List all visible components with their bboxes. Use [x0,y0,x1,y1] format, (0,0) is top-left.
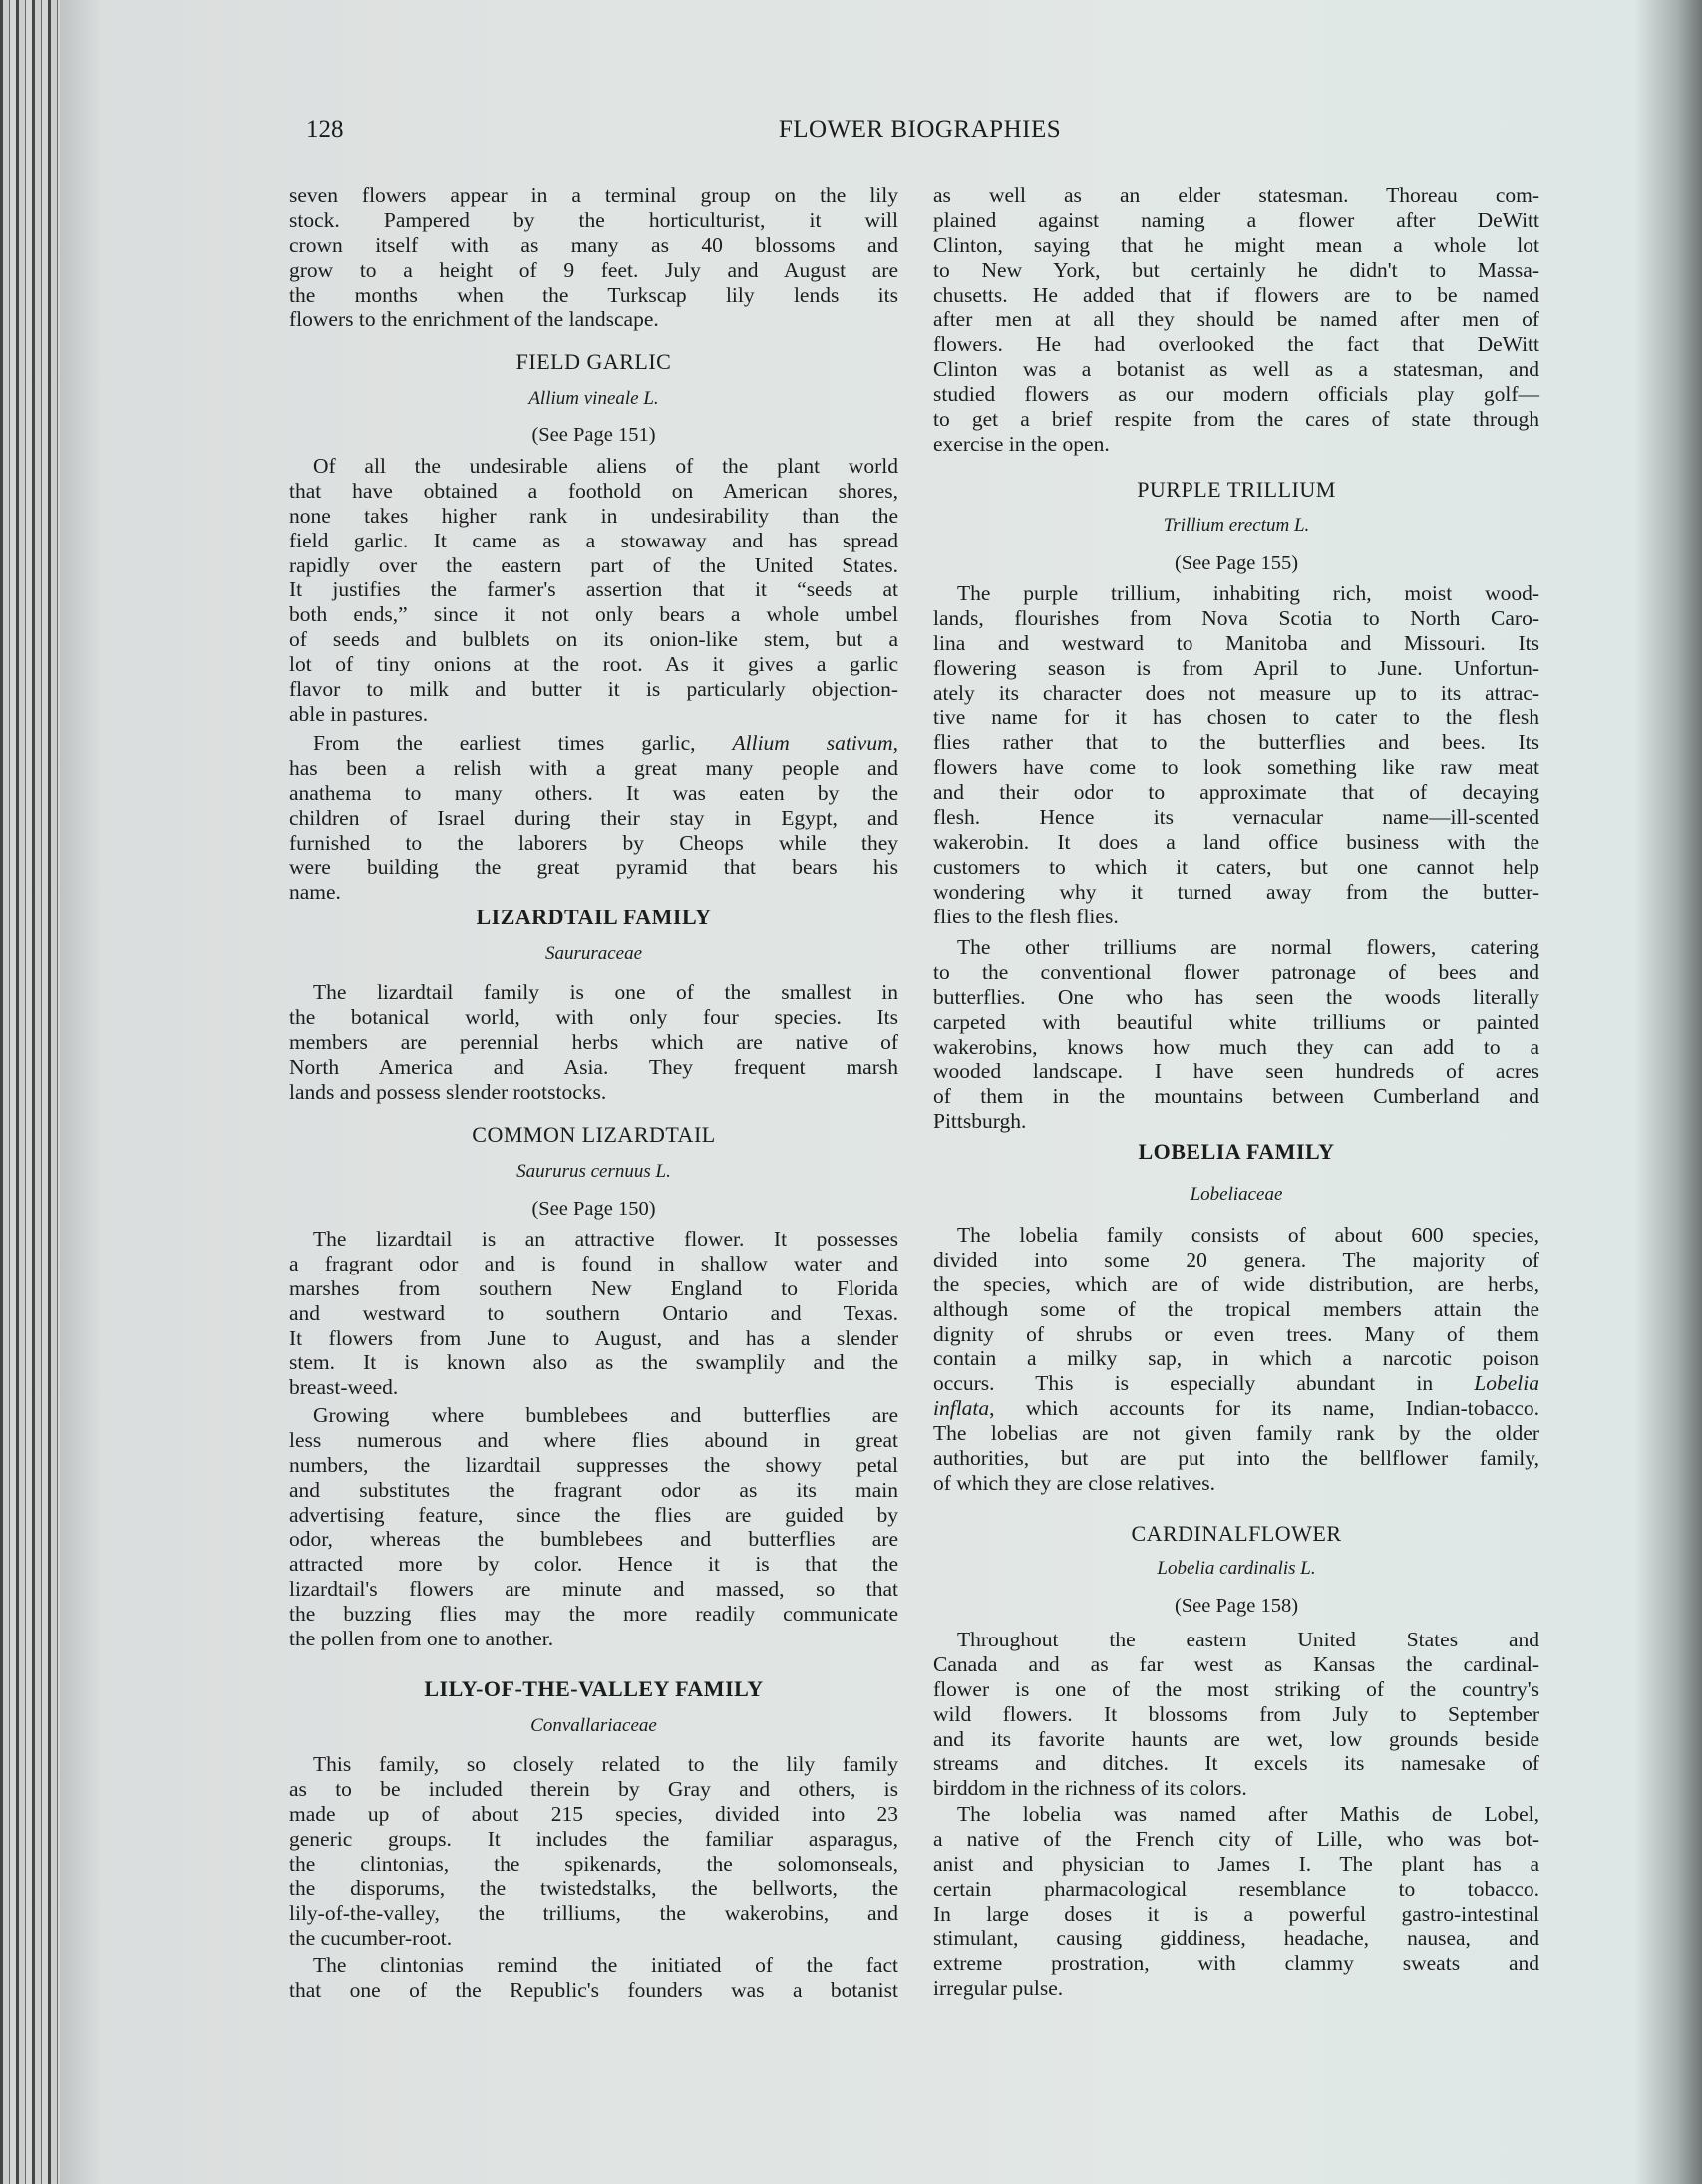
text-line: wakerobin. It does a land office business with the [933,829,1539,854]
text-line: although some of the tropical members attain the [933,1296,1539,1321]
page-reference: (See Page 150) [531,1198,656,1220]
text-line: none takes higher rank in undesirability than the [289,503,898,528]
text-line: of them in the mountains between Cumberland and [933,1084,1539,1109]
text-line: streams and ditches. It excels its namesake of [933,1751,1539,1776]
text-line: rapidly over the eastern part of the United States. [289,552,898,577]
text-line: studied flowers as our modern officials play golf— [933,382,1539,407]
text-line: generic groups. It includes the familiar asparagus, [289,1826,898,1851]
section-heading: CARDINALFLOWER [1131,1521,1342,1546]
text-line: Pittsburgh. [933,1109,1027,1134]
text-line: plained against naming a flower after DeWitt [933,207,1539,232]
text-line: Growing where bumblebees and butterflies are [313,1403,898,1427]
text-line: odor, whereas the bumblebees and butterflies are [289,1527,898,1552]
text-line: attracted more by color. Hence it is that the [289,1552,898,1577]
text-line: stock. Pampered by the horticulturist, it will [289,207,898,232]
text-line: were building the great pyramid that bears his [289,855,898,880]
text-line: field garlic. It came as a stowaway and has spread [289,528,898,552]
paragraph [933,581,1539,928]
paragraph [289,731,898,905]
text-line: after men at all they should be named after men of [933,307,1539,332]
text-line: Throughout the eastern United States and [957,1628,1539,1651]
text-line: made up of about 215 species, divided into 23 [289,1801,898,1826]
text-line: flesh. Hence its vernacular name—ill-scented [933,805,1539,830]
text-line: the buzzing flies may the more readily communicate [289,1602,898,1627]
text-line: The lobelia was named after Mathis de Lobel, [957,1802,1539,1826]
text-line: a fragrant odor and is found in shallow water and [289,1251,898,1275]
text-line: North America and Asia. They frequent marsh [289,1054,898,1079]
text-line: Clinton, saying that he might mean a whole lot [933,232,1539,257]
text-line: both ends,” since it not only bears a whole umbel [289,602,898,627]
paragraph [289,980,898,1104]
text-line: of seeds and bulblets on its onion-like stem, but a [289,627,898,652]
family-heading: LIZARDTAIL FAMILY [476,905,712,929]
page-number: 128 [306,116,344,143]
text-line: flowers to the enrichment of the landscape. [289,307,659,332]
text-line: The lobelias are not given family rank by the older [933,1421,1539,1446]
text-line: to New York, but certainly he didn't to Massa- [933,257,1539,282]
text-line: furnished to the laborers by Cheops while they [289,830,898,855]
latin-name: Allium vineale L. [528,388,659,409]
paragraph [933,183,1539,457]
text-line: carpeted with beautiful white trilliums or painted [933,1009,1539,1034]
text-line: advertising feature, since the flies are guided by [289,1502,898,1527]
text-line: Of all the undesirable aliens of the plant world [313,454,898,478]
text-line: anist and physician to James I. The plant has a [933,1851,1539,1876]
text-line: and westward to southern Ontario and Texas. [289,1300,898,1325]
paragraph [933,935,1539,1134]
text-line: flavor to milk and butter it is particularly objection- [289,677,898,702]
text-line: In large doses it is a powerful gastro-intestinal [933,1901,1539,1926]
text-line: anathema to many others. It was eaten by the [289,780,898,805]
paragraph [933,1223,1539,1496]
text-line: children of Israel during their stay in Egypt, and [289,805,898,830]
text-line: and substitutes the fragrant odor as its main [289,1477,898,1502]
text-line: to get a brief respite from the cares of state through [933,407,1539,432]
text-line: as well as an elder statesman. Thoreau com- [933,183,1539,207]
text-line: occurs. This is especially abundant in Lobelia [933,1371,1539,1396]
text-line: the clintonias, the spikenards, the solomonseals, [289,1851,898,1876]
page-reference: (See Page 155) [1174,552,1299,574]
text-line: The purple trillium, inhabiting rich, moist wood- [957,581,1539,605]
text-line: stem. It is known also as the swamplily and the [289,1350,898,1375]
text-line: customers to which it caters, but one cannot help [933,854,1539,879]
text-line: It justifies the farmer's assertion that it “seeds at [289,577,898,602]
running-title: FLOWER BIOGRAPHIES [778,116,1062,143]
text-line: lot of tiny onions at the root. As it gives a garlic [289,652,898,677]
text-line: The lobelia family consists of about 600 species, [957,1223,1539,1247]
family-heading: LOBELIA FAMILY [1138,1139,1335,1164]
text-line: name. [289,880,341,905]
text-line: and their odor to approximate that of decaying [933,780,1539,805]
latin-name: Convallariaceae [530,1715,657,1736]
latin-name: Lobelia cardinalis L. [1157,1558,1316,1579]
text-line: The lizardtail family is one of the smallest in [313,980,898,1004]
text-line: lands and possess slender rootstocks. [289,1079,607,1104]
text-line: breast-weed. [289,1375,399,1400]
paragraph [289,1403,898,1651]
text-line: extreme prostration, with clammy sweats and [933,1951,1539,1976]
section-heading: COMMON LIZARDTAIL [472,1122,716,1147]
text-line: lands, flourishes from Nova Scotia to North Caro- [933,605,1539,630]
text-line: able in pastures. [289,701,429,726]
text-line: chusetts. He added that if flowers are to be named [933,282,1539,307]
text-line: wondering why it turned away from the butter- [933,879,1539,904]
text-line: the months when the Turkscap lily lends its [289,282,898,307]
text-line: members are perennial herbs which are native of [289,1029,898,1054]
text-line: a native of the French city of Lille, who was bot- [933,1826,1539,1851]
text-line: divided into some 20 genera. The majority of [933,1247,1539,1272]
text-line: The other trilliums are normal flowers, catering [957,935,1539,959]
text-line: birddom in the richness of its colors. [933,1776,1247,1801]
text-line: seven flowers appear in a terminal group on the lily [289,183,898,207]
text-line: the pollen from one to another. [289,1627,554,1651]
text-line: Clinton was a botanist as well as a statesman, and [933,357,1539,382]
text-line: butterflies. One who has seen the woods literally [933,984,1539,1009]
paragraph [289,1227,898,1400]
text-line: that have obtained a foothold on American shores, [289,478,898,503]
text-line: Canada and as far west as Kansas the cardinal- [933,1651,1539,1676]
text-line: of which they are close relatives. [933,1470,1215,1495]
page-reference: (See Page 158) [1174,1595,1299,1617]
text-line: lily-of-the-valley, the trilliums, the wakerobins, and [289,1901,898,1926]
text-line: flower is one of the most striking of the country's [933,1676,1539,1701]
text-line: flowering season is from April to June. Unfortun- [933,655,1539,680]
section-heading: FIELD GARLIC [515,349,672,374]
text-line: tive name for it has chosen to cater to the flesh [933,705,1539,730]
text-line: exercise in the open. [933,431,1110,456]
text-line: wooded landscape. I have seen hundreds of acres [933,1059,1539,1084]
text-line: to the conventional flower patronage of bees and [933,959,1539,984]
text-line: and its favorite haunts are wet, low grounds beside [933,1726,1539,1751]
text-line: inflata, which accounts for its name, Indian-tobacco. [933,1396,1539,1421]
text-line: the cucumber-root. [289,1926,453,1951]
text-line: lina and westward to Manitoba and Missouri. Its [933,630,1539,655]
text-line: as to be included therein by Gray and others, is [289,1776,898,1801]
latin-name: Lobeliaceae [1190,1184,1283,1205]
text-line: that one of the Republic's founders was a botanist [289,1977,898,2002]
text-line: authorities, but are put into the bellflower family, [933,1446,1539,1471]
latin-name: Saururaceae [544,943,643,964]
text-line: crown itself with as many as 40 blossoms and [289,232,898,257]
text-line: It flowers from June to August, and has a slender [289,1325,898,1350]
text-line: flowers. He had overlooked the fact that DeWitt [933,332,1539,357]
text-line: lizardtail's flowers are minute and massed, so that [289,1577,898,1602]
text-line: the botanical world, with only four species. Its [289,1004,898,1029]
latin-name: Saururus cernuus L. [516,1161,671,1182]
paragraph [933,1802,1539,2001]
paragraph [289,454,898,727]
text-line: The lizardtail is an attractive flower. It possesses [313,1227,898,1251]
text-line: has been a relish with a great many people and [289,755,898,780]
text-line: less numerous and where flies abound in great [289,1427,898,1452]
text-line: the species, which are of wide distribution, are herbs, [933,1272,1539,1296]
paragraph [289,183,898,332]
text-line: flies to the flesh flies. [933,904,1119,928]
text-line: From the earliest times garlic, Allium sativum, [313,731,899,755]
latin-name: Trillium erectum L. [1163,515,1310,536]
text-line: contain a milky sap, in which a narcotic poison [933,1346,1539,1371]
text-line: flowers have come to look something like raw meat [933,755,1539,780]
text-line: dignity of shrubs or even trees. Many of them [933,1321,1539,1346]
text-line: The clintonias remind the initiated of the fact [313,1953,898,1977]
text-line: numbers, the lizardtail suppresses the showy petal [289,1452,898,1477]
text-line: flies rather that to the butterflies and bees. Its [933,730,1539,755]
paragraph [289,1953,898,2002]
page-gutter-shadow [60,0,100,2184]
text-line: grow to a height of 9 feet. July and August are [289,257,898,282]
family-heading: LILY-OF-THE-VALLEY FAMILY [424,1676,764,1701]
paragraph [289,1752,898,1951]
text-line: the disporums, the twistedstalks, the bellworts, the [289,1876,898,1901]
text-line: certain pharmacological resemblance to tobacco. [933,1876,1539,1901]
page-reference: (See Page 151) [531,424,656,446]
paragraph [933,1628,1539,1801]
text-line: ately its character does not measure up to its attrac- [933,680,1539,705]
text-line: marshes from southern New England to Florida [289,1275,898,1300]
text-line: wild flowers. It blossoms from July to September [933,1701,1539,1726]
text-line: irregular pulse. [933,1976,1064,2001]
section-heading: PURPLE TRILLIUM [1137,477,1336,502]
text-line: wakerobins, knows how much they can add to a [933,1034,1539,1059]
text-line: stimulant, causing giddiness, headache, nausea, and [933,1926,1539,1951]
text-line: This family, so closely related to the lily family [313,1752,898,1776]
